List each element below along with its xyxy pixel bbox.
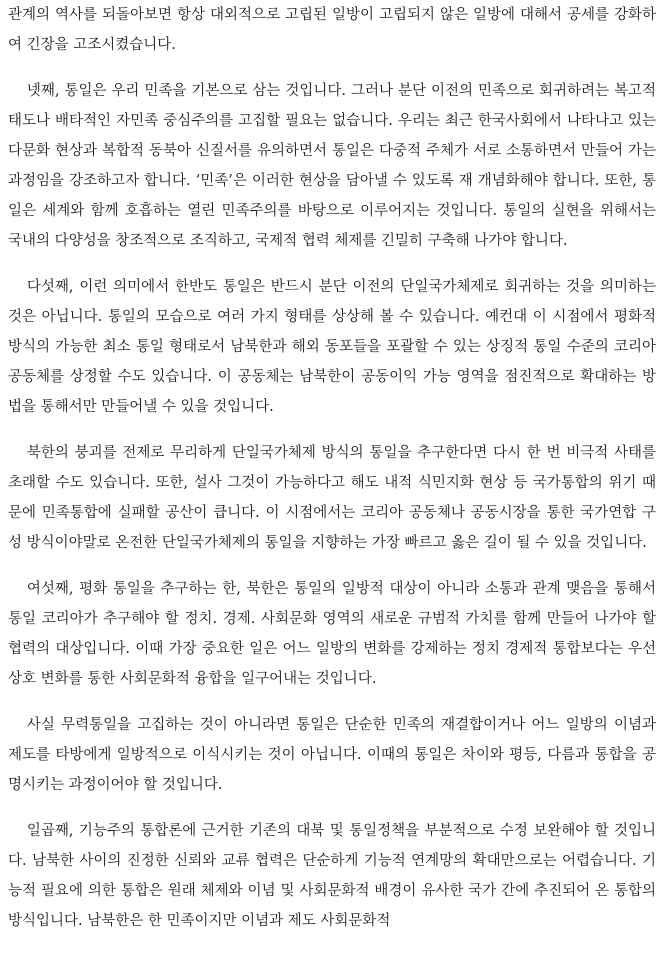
paragraph-seventh: 일곱째, 기능주의 통합론에 근거한 기존의 대북 및 통일정책을 부분적으로 수정 보완해야 할 것입니다. 남북한 사이의 진정한 신뢰와 교류 협력은 단순하게 기능적 연계망의 확대만으로는 어렵습니다. 기능적 필요에 의한 통합은 원래 체제와 이념 및 사회문화적 배경이 유사한 국가 간에 추진되어 온 통합의 방식입니다. 남북한은 한 민족이지만 이념과 제도 사회문화적 xyxy=(8,823,656,929)
paragraph-fourth: 넷째, 통일은 우리 민족을 기본으로 삼는 것입니다. 그러나 분단 이전의 민족으로 회귀하려는 복고적 태도나 배타적인 자민족 중심주의를 고집할 필요는 없습니다. 우리는 최근 한국사회에서 나타나고 있는 다문화 현상과 복합적 동북아 신질서를 유의하면서 통일은 다중적 주체가 서로 소통하면서 만들어 가는 과정임을 강조하고자 합니다. ‘민족’은 이러한 현상을 담아낼 수 있도록 재 개념화해야 합니다. 또한, 통일은 세계와 함께 호흡하는 열린 민족주의를 바탕으로 이루어지는 것입니다. 통일의 실현을 위해서는 국내의 다양성을 창조적으로 조직하고, 국제적 협력 체제를 긴밀히 구축해 나가야 합니다. xyxy=(8,83,656,249)
paragraph-north-korea-collapse: 북한의 붕괴를 전제로 무리하게 단일국가체제 방식의 통일을 추구한다면 다시 한 번 비극적 사태를 초래할 수도 있습니다. 또한, 설사 그것이 가능하다고 해도 내적 식민지화 현상 등 국가통합의 위기 때문에 민족통합에 실패할 공산이 큽니다. 이 시점에서는 코리아 공동체나 공동시장을 통한 국가연합 구성 방식이야말로 온전한 단일국가체제의 통일을 지향하는 가장 빠르고 옳은 길이 될 수 있을 것입니다. xyxy=(8,445,656,551)
paragraph-intro-continued: 관계의 역사를 되돌아보면 항상 대외적으로 고립된 일방이 고립되지 않은 일방에 대해서 공세를 강화하여 긴장을 고조시켰습니다. xyxy=(8,7,656,53)
paragraph-fifth: 다섯째, 이런 의미에서 한반도 통일은 반드시 분단 이전의 단일국가체제로 회귀하는 것을 의미하는 것은 아닙니다. 통일의 모습으로 여러 가지 형태를 상상해 볼 수 있습니다. 예컨대 이 시점에서 평화적 방식의 가능한 최소 통일 형태로서 남북한과 해외 동포들을 포괄할 수 있는 상징적 통일 수준의 코리아 공동체를 상정할 수도 있습니다. 이 공동체는 남북한이 공동이익 가능 영역을 점진적으로 확대하는 방법을 통해서만 만들어낼 수 있을 것입니다. xyxy=(8,279,656,415)
paragraph-forced-unification: 사실 무력통일을 고집하는 것이 아니라면 통일은 단순한 민족의 재결합이거나 어느 일방의 이념과 제도를 타방에게 일방적으로 이식시키는 것이 아닙니다. 이때의 통일은 차이와 평등, 다름과 통합을 공명시키는 과정이어야 할 것입니다. xyxy=(8,717,656,793)
paragraph-sixth: 여섯째, 평화 통일을 추구하는 한, 북한은 통일의 일방적 대상이 아니라 소통과 관계 맺음을 통해서 통일 코리아가 추구해야 할 정치. 경제. 사회문화 영역의 새로운 규범적 가치를 함께 만들어 나가야 할 협력의 대상입니다. 이때 가장 중요한 일은 어느 일방의 변화를 강제하는 정치 경제적 통합보다는 우선 상호 변화를 통한 사회문화적 융합을 일구어내는 것입니다. xyxy=(8,581,656,687)
